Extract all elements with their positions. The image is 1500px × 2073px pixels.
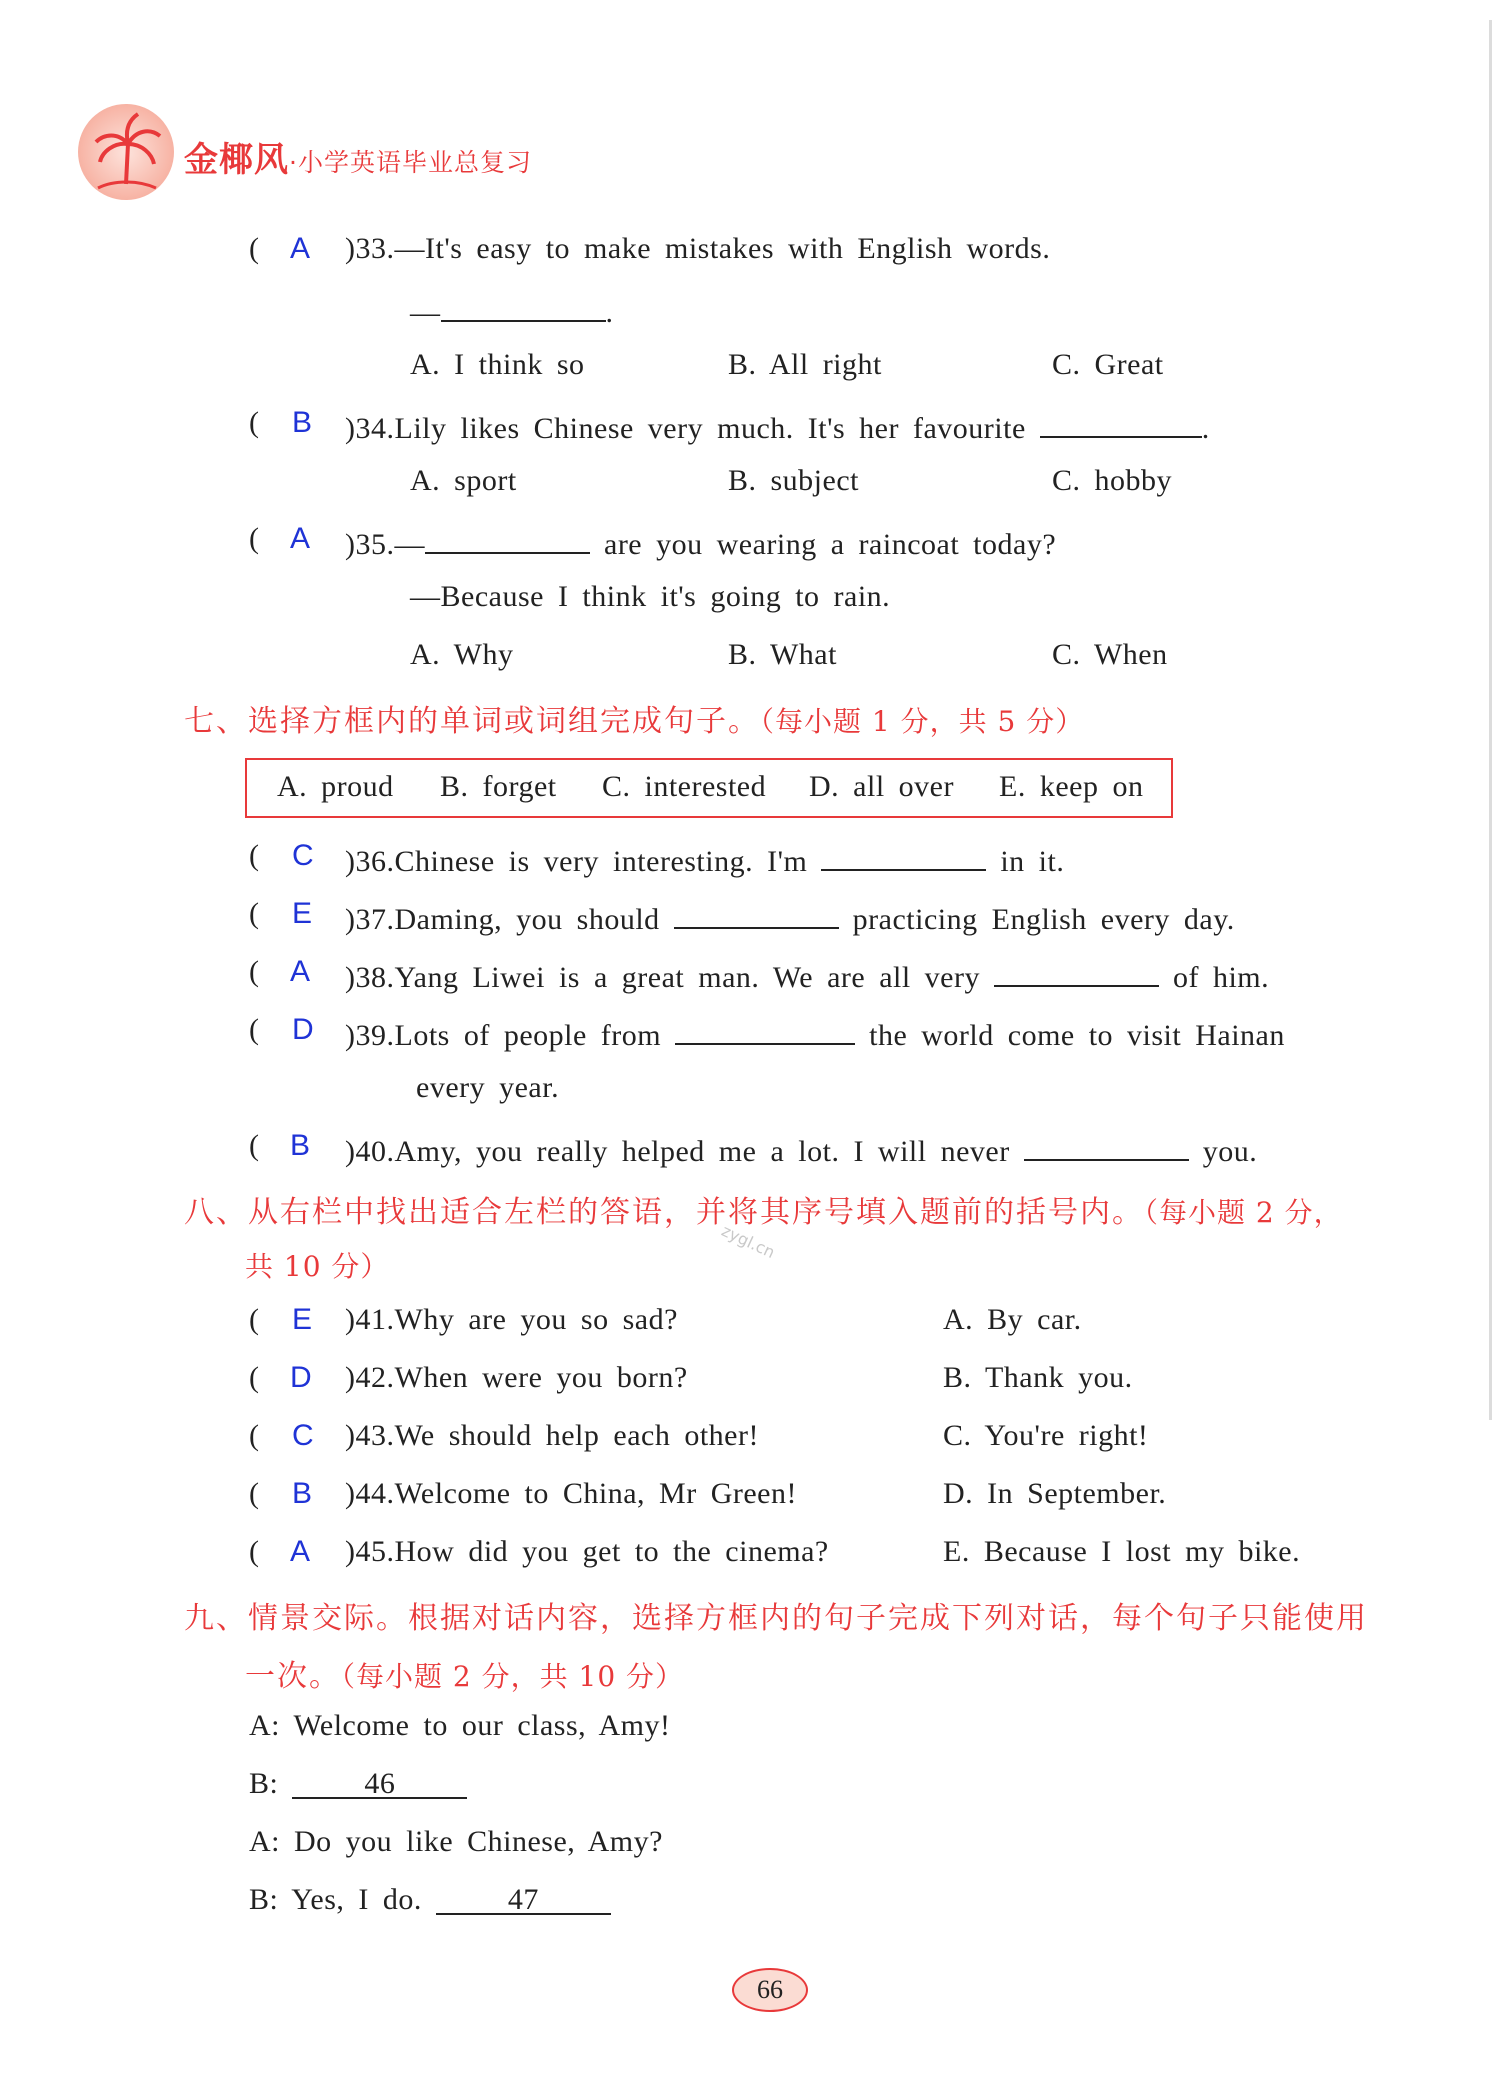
dash: — (410, 296, 441, 329)
dialogue-line (249, 1709, 670, 1743)
question-33 (345, 232, 1050, 266)
question-43 (345, 1419, 759, 1453)
period: . (605, 296, 614, 329)
question-number: )43. (345, 1419, 395, 1452)
word-option-d: D. all over (809, 770, 954, 803)
option-34-b: B. subject (728, 464, 859, 497)
question-37 (345, 897, 1235, 937)
question-39-line2: every year. (416, 1071, 560, 1104)
question-text: Lots of people from (394, 1019, 662, 1052)
answer-33: A (290, 232, 311, 265)
period: . (1201, 412, 1210, 445)
section-title: 一次。 (245, 1659, 341, 1694)
answer-blank (821, 839, 986, 871)
answer-blank (994, 955, 1159, 987)
paren-open: ( (249, 1361, 259, 1394)
question-number: )41. (345, 1303, 395, 1336)
option-35-a: A. Why (410, 638, 514, 671)
section-7-heading (184, 696, 1084, 740)
question-text-end: you. (1202, 1135, 1258, 1168)
paren-open: ( (249, 897, 259, 930)
paren-open: ( (249, 1535, 259, 1568)
question-text: Chinese is very interesting. I'm (394, 845, 808, 878)
answer-43: C (292, 1419, 314, 1452)
section-note: （每小题 2 分， (1144, 1196, 1343, 1229)
header-brand (184, 132, 532, 181)
speaker-label: B: (249, 1883, 279, 1916)
question-text: are you wearing a raincoat today? (604, 528, 1057, 561)
palm-logo-icon (78, 104, 174, 200)
section-8-heading (184, 1187, 1343, 1231)
dash: — (394, 528, 425, 561)
section-9-heading: 九、情景交际。根据对话内容，选择方框内的句子完成下列对话，每个句子只能使用 (184, 1601, 1368, 1636)
question-text: —It's easy to make mistakes with English words. (394, 232, 1051, 265)
match-option-e: E. Because I lost my bike. (943, 1535, 1301, 1568)
question-text: Lily likes Chinese very much. It's her favourite (394, 412, 1026, 445)
section-note: 共 10 分） (245, 1250, 390, 1283)
word-option-e: E. keep on (999, 770, 1144, 803)
section-8-heading-line2 (245, 1245, 389, 1285)
numbered-blank: 46 (292, 1767, 467, 1799)
answer-45: A (290, 1535, 311, 1568)
word-box (245, 758, 1173, 818)
question-number: )37. (345, 903, 395, 936)
paren-open: ( (249, 1477, 259, 1510)
speaker-label: A: (249, 1825, 280, 1858)
question-number: )35. (345, 528, 395, 561)
question-text-end: of him. (1172, 961, 1270, 994)
paren-open: ( (249, 1129, 259, 1162)
option-35-b: B. What (728, 638, 837, 671)
word-option-a: A. proud (277, 770, 394, 803)
answer-34: B (292, 406, 313, 439)
question-text: Welcome to China, Mr Green! (394, 1477, 797, 1510)
question-45 (345, 1535, 829, 1569)
paren-open: ( (249, 839, 259, 872)
answer-37: E (292, 897, 313, 930)
question-36 (345, 839, 1064, 879)
question-34 (345, 406, 1210, 446)
numbered-blank: 47 (436, 1883, 611, 1915)
option-34-a: A. sport (410, 464, 517, 497)
section-note: （每小题 2 分，共 10 分） (341, 1660, 685, 1693)
answer-40: B (290, 1129, 311, 1162)
paren-open: ( (249, 232, 259, 265)
question-33-reply (410, 290, 614, 330)
speaker-label: B: (249, 1767, 279, 1800)
question-41 (345, 1303, 678, 1337)
question-text-end: the world come to visit Hainan (869, 1019, 1285, 1052)
question-44 (345, 1477, 797, 1511)
question-35-reply: —Because I think it's going to rain. (410, 580, 891, 613)
section-note: （每小题 1 分，共 5 分） (760, 705, 1085, 738)
dialogue-text: Welcome to our class, Amy! (293, 1709, 671, 1742)
question-38 (345, 955, 1269, 995)
question-39 (345, 1013, 1285, 1053)
question-text-end: in it. (1000, 845, 1065, 878)
question-number: )36. (345, 845, 395, 878)
paren-open: ( (249, 1303, 259, 1336)
question-40 (345, 1129, 1257, 1169)
dialogue-line (249, 1825, 663, 1859)
answer-blank (1024, 1129, 1189, 1161)
match-option-c: C. You're right! (943, 1419, 1149, 1452)
question-text: How did you get to the cinema? (394, 1535, 829, 1568)
question-text: Yang Liwei is a great man. We are all very (394, 961, 980, 994)
question-text-end: practicing English every day. (852, 903, 1235, 936)
question-text: Daming, you should (394, 903, 660, 936)
answer-blank (425, 522, 590, 554)
question-35 (345, 522, 1056, 562)
word-option-b: B. forget (440, 770, 557, 803)
answer-36: C (292, 839, 314, 872)
page-edge-line (1489, 20, 1492, 1420)
question-42 (345, 1361, 688, 1395)
question-number: )40. (345, 1135, 395, 1168)
question-number: )38. (345, 961, 395, 994)
answer-blank (1040, 406, 1202, 438)
option-33-c: C. Great (1052, 348, 1164, 381)
brand-subtitle: 小学英语毕业总复习 (297, 148, 532, 177)
option-33-b: B. All right (728, 348, 882, 381)
dialogue-line (249, 1883, 611, 1917)
answer-38: A (290, 955, 311, 988)
question-number: )42. (345, 1361, 395, 1394)
dialogue-text: Yes, I do. (291, 1883, 422, 1916)
question-text: Why are you so sad? (394, 1303, 678, 1336)
paren-open: ( (249, 522, 259, 555)
section-9-heading-line2 (245, 1651, 684, 1695)
section-title: 八、从右栏中找出适合左栏的答语，并将其序号填入题前的括号内。 (184, 1195, 1144, 1230)
question-number: )34. (345, 412, 395, 445)
section-title: 七、选择方框内的单词或词组完成句子。 (184, 704, 760, 739)
question-number: )45. (345, 1535, 395, 1568)
dialogue-line (249, 1767, 467, 1801)
question-text: We should help each other! (394, 1419, 759, 1452)
paren-open: ( (249, 1419, 259, 1452)
brand-dot: · (289, 148, 298, 177)
dialogue-text: Do you like Chinese, Amy? (294, 1825, 663, 1858)
speaker-label: A: (249, 1709, 280, 1742)
match-option-b: B. Thank you. (943, 1361, 1133, 1394)
answer-blank (441, 290, 606, 322)
question-text: When were you born? (394, 1361, 688, 1394)
paren-open: ( (249, 406, 259, 439)
answer-35: A (290, 522, 311, 555)
option-35-c: C. When (1052, 638, 1168, 671)
watermark: zygl.cn (718, 1220, 778, 1263)
paren-open: ( (249, 955, 259, 988)
answer-39: D (292, 1013, 314, 1046)
match-option-a: A. By car. (943, 1303, 1082, 1336)
match-option-d: D. In September. (943, 1477, 1167, 1510)
page-number: 66 (732, 1968, 808, 2012)
option-34-c: C. hobby (1052, 464, 1173, 497)
answer-41: E (292, 1303, 313, 1336)
answer-blank (675, 1013, 855, 1045)
word-option-c: C. interested (602, 770, 767, 803)
answer-44: B (292, 1477, 313, 1510)
question-number: )44. (345, 1477, 395, 1510)
option-33-a: A. I think so (410, 348, 585, 381)
question-number: )39. (345, 1019, 395, 1052)
answer-blank (674, 897, 839, 929)
paren-open: ( (249, 1013, 259, 1046)
brand-name: 金椰风 (184, 140, 289, 180)
answer-42: D (290, 1361, 312, 1394)
question-text: Amy, you really helped me a lot. I will never (394, 1135, 1010, 1168)
question-number: )33. (345, 232, 395, 265)
